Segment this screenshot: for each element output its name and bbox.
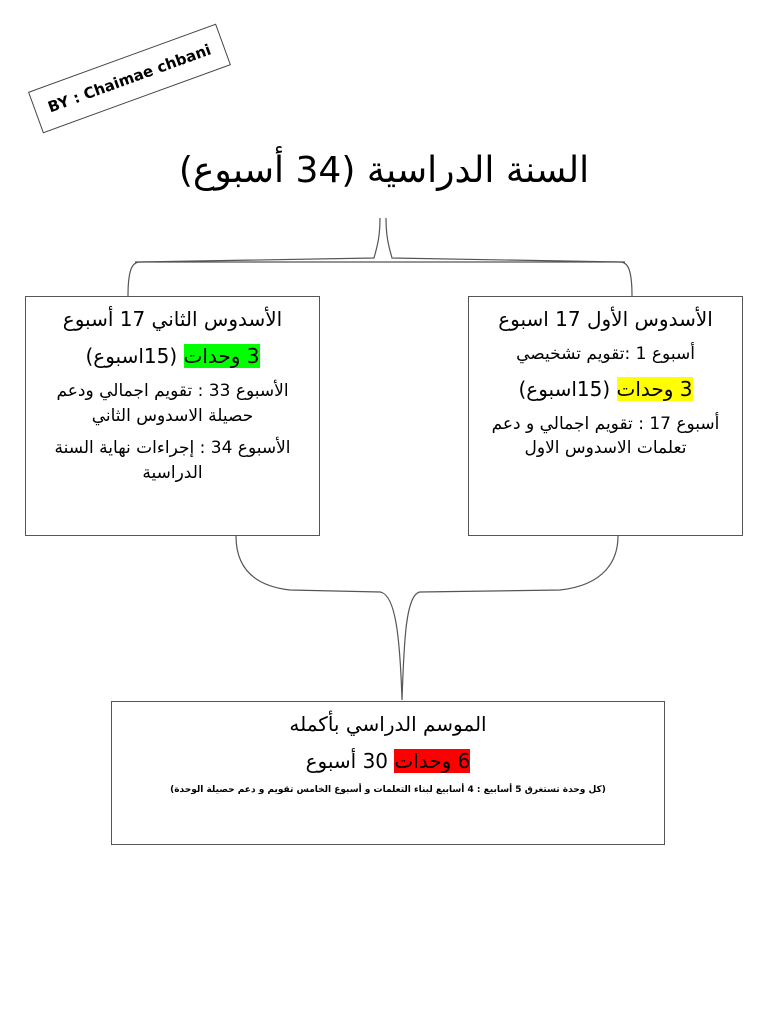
semester-1-heading: الأسدوس الأول 17 اسبوع (498, 307, 713, 331)
full-year-units-highlight: 6 وحدات (394, 749, 471, 773)
semester-1-units-highlight: 3 وحدات (616, 376, 693, 401)
semester-2-units-highlight: 3 وحدات (183, 344, 260, 368)
semester-2-box (25, 296, 320, 536)
semester-2-week-34: الأسبوع 34 : إجراءات نهاية السنة الدراسية (54, 438, 291, 483)
semester-1-diagnostic: أسبوع 1 :تقويم تشخيصي (516, 344, 695, 364)
diagram-title: السنة الدراسية (34 أسبوع) (178, 150, 590, 191)
full-year-note: (كل وحدة تستغرق 5 أسابيع : 4 أسابيع لبناء التعلمات و أسبوع الخامس تقويم و دعم حصيلة الوحدة) (170, 785, 606, 795)
full-year-units-weeks: 30 أسبوع (305, 749, 395, 773)
semester-2-week-33: الأسبوع 33 : تقويم اجمالي ودعم حصيلة الاسدوس الثاني (56, 381, 289, 426)
full-year-units (122, 747, 654, 776)
semester-1-units-weeks: (15اسبوع) (518, 376, 617, 401)
semester-2-units (36, 342, 309, 371)
top-brace (128, 218, 632, 296)
semester-2-units-weeks: (15اسبوع) (85, 344, 184, 368)
author-stamp-text: BY : Chaimae chbani (45, 40, 214, 117)
semester-1-box (468, 296, 743, 536)
semester-1-units (479, 375, 732, 404)
full-year-heading: الموسم الدراسي بأكمله (289, 712, 487, 736)
semester-1-final: أسبوع 17 : تقويم اجمالي و دعم تعلمات الاسدوس الاول (491, 413, 720, 459)
full-year-box (111, 701, 665, 845)
semester-2-heading: الأسدوس الثاني 17 أسبوع (62, 307, 283, 331)
bottom-brace (236, 536, 618, 700)
